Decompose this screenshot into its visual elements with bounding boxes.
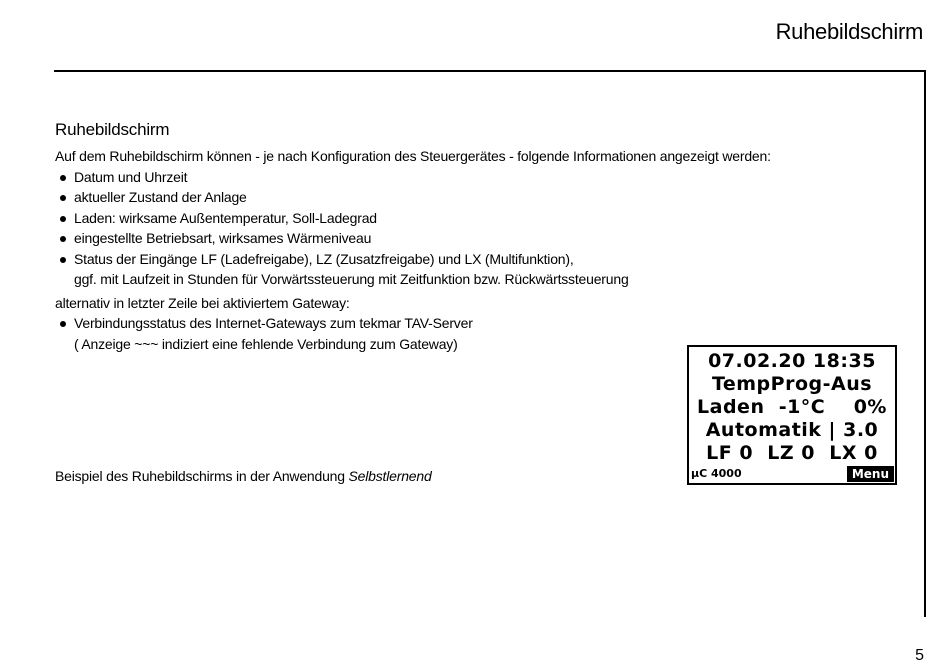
list-item: Status der Eingänge LF (Ladefreigabe), LZ (Zusatzfreigabe) und LX (Multifunktion), ggf. mit Laufzeit in Stunden für Vorwärtssteuerung mit Zeitfunktion bzw. Rückwärtssteuerung — [55, 249, 915, 290]
lcd-mode: Automatik | 3.0 — [705, 419, 879, 441]
list-item-continuation: ( Anzeige ~~~ indiziert eine fehlende Verbindung zum Gateway) — [74, 335, 458, 352]
right-rule — [924, 70, 926, 617]
lcd-display — [687, 345, 897, 485]
lcd-state: TempProg-Aus — [711, 373, 873, 395]
page-number: 5 — [915, 647, 924, 664]
lcd-menu-button: Menu — [847, 466, 894, 482]
list-item: Datum und Uhrzeit — [55, 167, 915, 188]
gateway-intro: alternativ in letzter Zeile bei aktiviertem Gateway: — [55, 294, 350, 311]
figure-caption: Beispiel des Ruhebildschirms in der Anwendung Selbstlernend — [55, 468, 432, 484]
lcd-charging: Laden -1°C 0% — [697, 396, 887, 418]
lcd-inputs: LF 0 LZ 0 LX 0 — [706, 442, 878, 464]
section-title: Ruhebildschirm — [55, 120, 170, 139]
list-item-continuation: ggf. mit Laufzeit in Stunden für Vorwärtssteuerung mit Zeitfunktion bzw. Rückwärtssteuerung — [74, 271, 629, 287]
info-list — [55, 167, 915, 290]
list-item: eingestellte Betriebsart, wirksames Wärmeniveau — [55, 228, 915, 249]
content — [55, 118, 915, 354]
lcd-date-time: 07.02.20 18:35 — [708, 350, 876, 372]
list-item: Laden: wirksame Außentemperatur, Soll-Ladegrad — [55, 208, 915, 229]
top-rule — [54, 70, 926, 72]
header-title: Ruhebildschirm — [775, 19, 923, 44]
intro-text: Auf dem Ruhebildschirm können - je nach Konfiguration des Steuergerätes - folgende Informationen angezeigt werden: — [55, 148, 771, 164]
list-item: Verbindungsstatus des Internet-Gateways zum tekmar TAV-Server ( Anzeige ~~~ indiziert eine fehlende Verbindung zum Gateway) — [55, 313, 915, 354]
lcd-footer: µC 4000 — [691, 467, 742, 480]
list-item: aktueller Zustand der Anlage — [55, 187, 915, 208]
